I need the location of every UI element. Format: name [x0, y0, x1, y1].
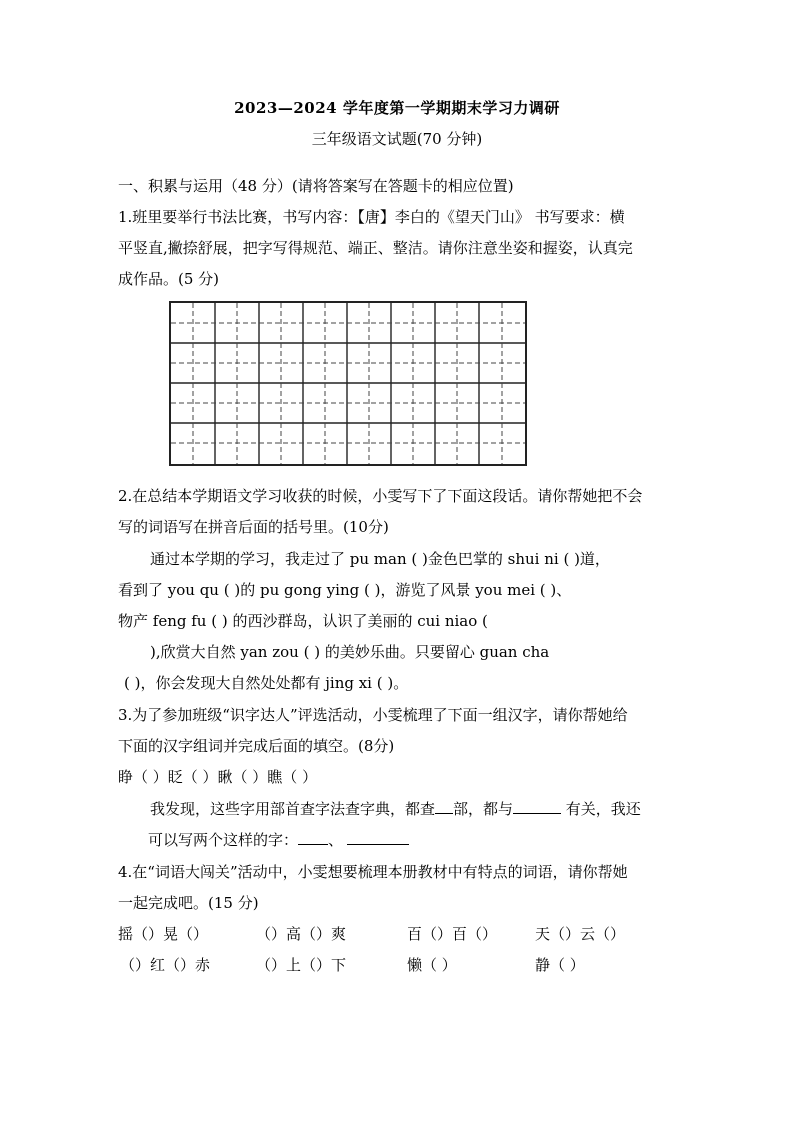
idiom-cell: 天（）云（）: [535, 925, 626, 943]
question-2-paragraph-5: ( )，你会发现大自然处处都有 jing xi ( )。: [124, 674, 409, 692]
question-2-line-2: 写的词语写在拼音后面的括号里。(10分): [118, 518, 389, 536]
question-2-paragraph-2: 看到了 you qu ( )的 pu gong ying ( )，游览了风景 you mei ( )、: [118, 581, 572, 599]
fill-text: 我发现，这些字用部首查字法查字典，都查: [150, 800, 436, 818]
fill-text: 可以写两个这样的字：: [148, 831, 299, 849]
meaning-blank[interactable]: [513, 799, 561, 814]
question-3-fill-line-1: [150, 799, 641, 819]
question-2-paragraph-3: 物产 feng fu ( ) 的西沙群岛，认识了美丽的 cui niao (: [118, 612, 488, 630]
page-subtitle: 三年级语文试题(70 分钟): [311, 130, 483, 148]
question-3-fill-line-2: [148, 830, 409, 850]
idiom-cell: 摇（）晃（）: [118, 925, 209, 943]
question-2-paragraph-1: 通过本学期的学习，我走过了 pu man ( )金色巴掌的 shui ni ( )道，: [150, 550, 610, 568]
question-1-line-3: 成作品。(5 分): [118, 270, 220, 288]
fill-text: 、: [328, 831, 344, 849]
question-3-line-1: 3.为了参加班级“识字达人”评选活动，小雯梳理了下面一组汉字，请你帮她给: [118, 706, 628, 724]
idiom-cell: （）上（）下: [256, 956, 347, 974]
idiom-cell: 百（）百（）: [407, 925, 498, 943]
character-blank-2[interactable]: [347, 830, 409, 845]
question-3-line-2: 下面的汉字组词并完成后面的填空。(8分): [118, 737, 395, 755]
radical-blank[interactable]: [435, 799, 453, 814]
fill-text: 有关，我还: [561, 800, 641, 818]
fill-text: 部，都与: [453, 800, 514, 818]
question-4-line-1: 4.在“词语大闯关”活动中，小雯想要梳理本册教材中有特点的词语，请你帮她: [118, 863, 628, 881]
idiom-cell: （）高（）爽: [256, 925, 347, 943]
section-heading: 一、积累与运用（48 分）(请将答案写在答题卡的相应位置): [118, 177, 514, 195]
question-1-line-1: 1.班里要举行书法比赛，书写内容：【唐】李白的《望天门山》 书写要求：横: [118, 208, 625, 226]
question-3-characters: 睁（ ）眨（ ）瞅（ ）瞧（ ）: [118, 768, 318, 786]
page-title: 2023—2024 学年度第一学期期末学习力调研: [234, 99, 560, 117]
idiom-cell: 懒（ ）: [407, 956, 457, 974]
calligraphy-grid-lines: [171, 303, 525, 464]
character-blank-1[interactable]: [298, 830, 328, 845]
idiom-cell: 静（ ）: [535, 956, 585, 974]
question-2-line-1: 2.在总结本学期语文学习收获的时候，小雯写下了下面这段话。请你帮她把不会: [118, 487, 643, 505]
question-1-line-2: 平竖直,撇捺舒展，把字写得规范、端正、整洁。请你注意坐姿和握姿，认真完: [118, 239, 633, 257]
question-2-paragraph-4: ),欣赏大自然 yan zou ( ) 的美妙乐曲。只要留心 guan cha: [150, 643, 550, 661]
calligraphy-grid[interactable]: [169, 301, 527, 466]
idiom-cell: （）红（）赤: [120, 956, 211, 974]
question-4-line-2: 一起完成吧。(15 分): [118, 894, 259, 912]
